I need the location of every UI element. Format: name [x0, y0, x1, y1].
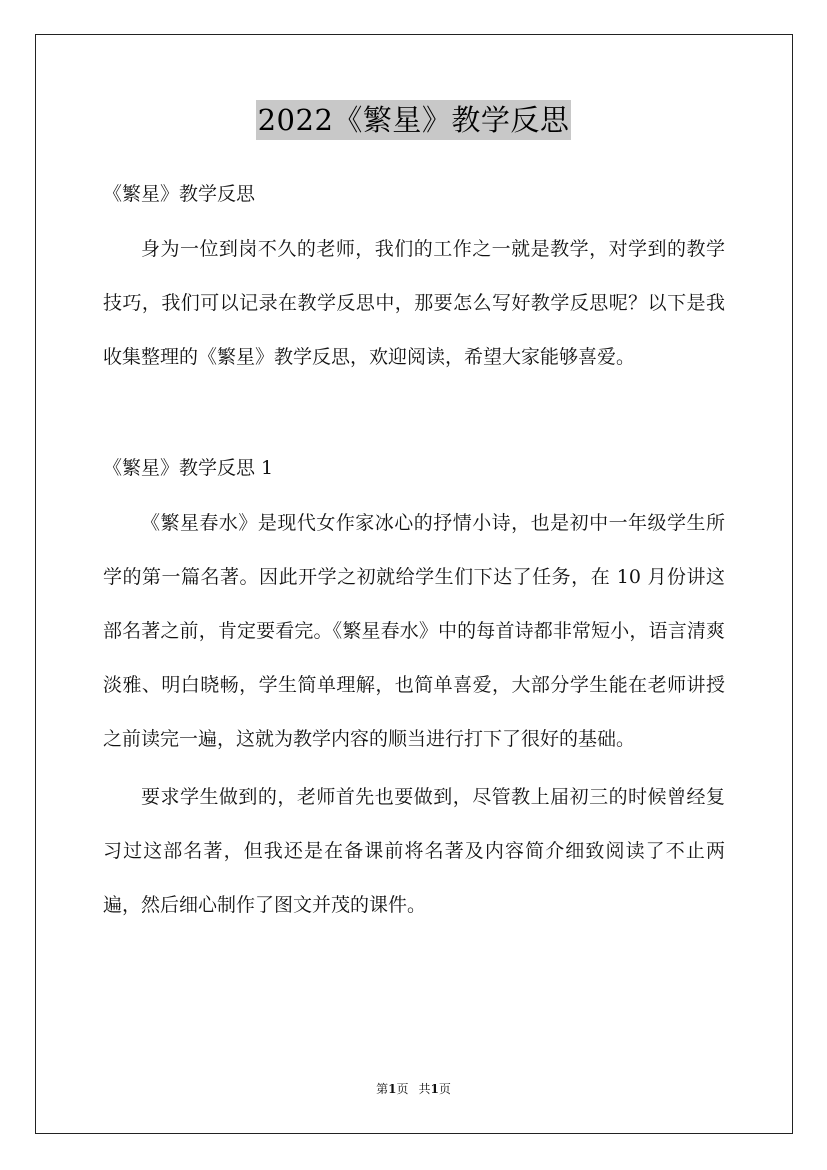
section-1-paragraph-1: 《繁星春水》是现代女作家冰心的抒情小诗，也是初中一年级学生所学的第一篇名著。因此开学之初就给学生们下达了任务，在 10 月份讲这部名著之前，肯定要看完。《繁星春水》中的每首诗都非常短小，语言清爽淡雅、明白晓畅，学生简单理解，也简单喜爱，大部分学生能在老师讲授之前读完一遍，这就为教学内容的顺当进行打下了很好的基础。 [103, 512, 725, 750]
document-title: 2022《繁星》教学反思 [256, 100, 572, 140]
page-label-prefix: 第 [376, 1082, 389, 1096]
page-label-suffix: 页 [396, 1082, 409, 1096]
blank-line [103, 384, 725, 446]
total-pages: 1 [430, 1082, 439, 1096]
total-label-suffix: 页 [438, 1082, 451, 1096]
document-body [103, 172, 725, 932]
intro-paragraph: 身为一位到岗不久的老师，我们的工作之一就是教学，对学到的教学技巧，我们可以记录在教学反思中，那要怎么写好教学反思呢？以下是我收集整理的《繁星》教学反思，欢迎阅读，希望大家能够喜爱。 [103, 238, 725, 368]
page-footer [0, 1080, 827, 1098]
section-1-heading: 《繁星》教学反思 1 [103, 457, 274, 479]
title-container [0, 100, 827, 140]
section-1-paragraph-2: 要求学生做到的，老师首先也要做到，尽管教上届初三的时候曾经复习过这部名著，但我还是在备课前将名著及内容简介细致阅读了不止两遍，然后细心制作了图文并茂的课件。 [103, 786, 725, 916]
total-label-prefix: 共 [418, 1082, 431, 1096]
intro-heading: 《繁星》教学反思 [103, 183, 256, 205]
page-number: 1 [388, 1082, 397, 1096]
